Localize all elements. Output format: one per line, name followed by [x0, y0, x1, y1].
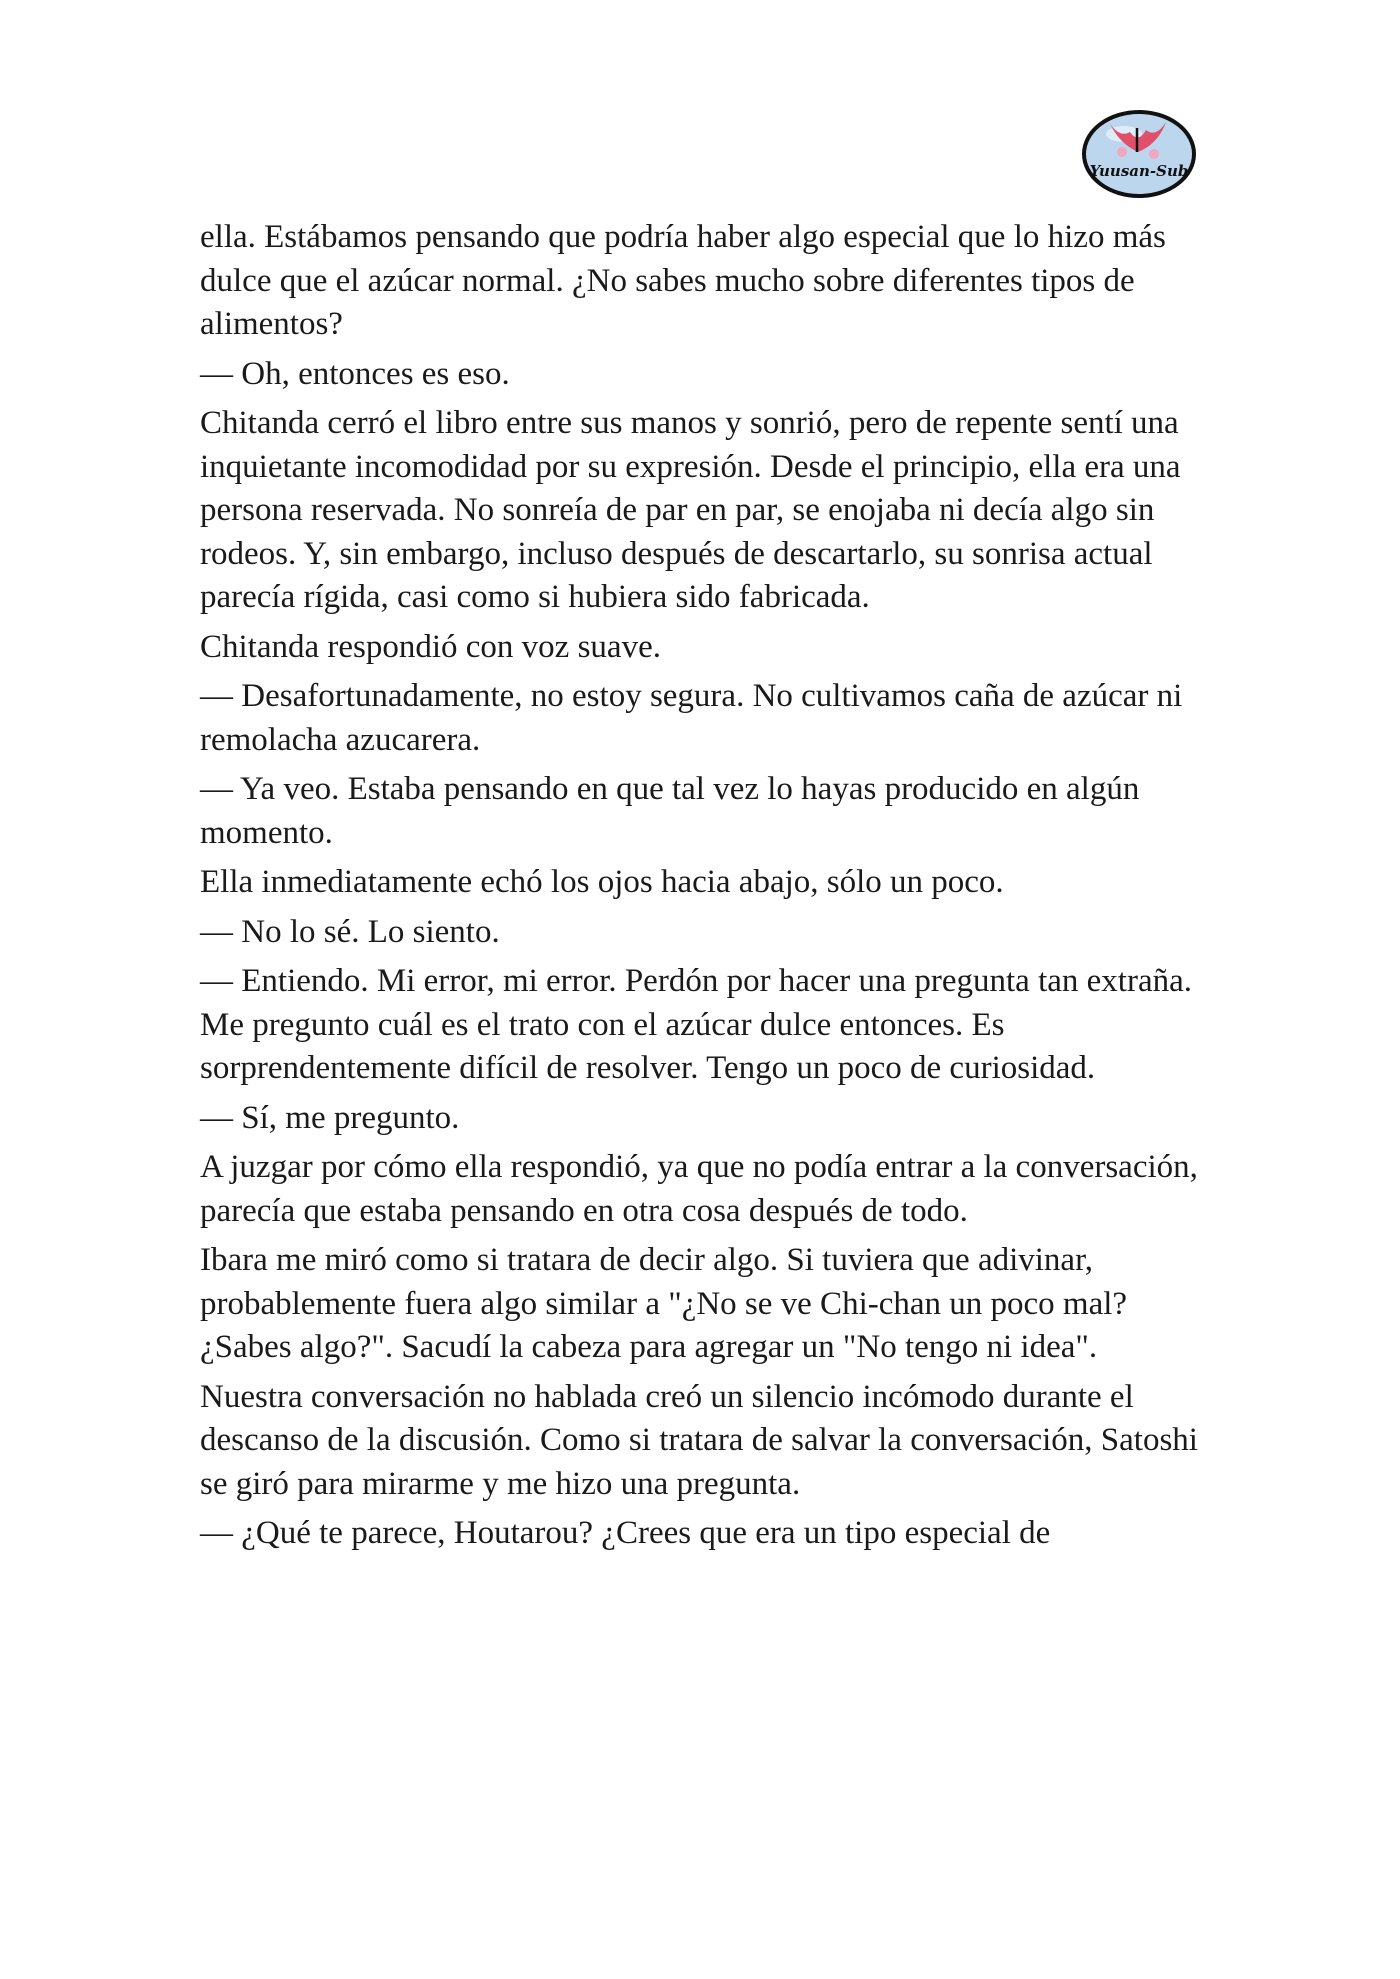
paragraph: — Sí, me pregunto. [200, 1099, 460, 1136]
paragraph: Nuestra conversación no hablada creó un silencio incómodo durante el descanso de la discusión. Como si tratara de salvar la conversación, Satoshi se giró para mirarme y me hizo una pregunta. [200, 1378, 1198, 1502]
bubble-logo-icon [1080, 104, 1198, 200]
paragraph: Chitanda cerró el libro entre sus manos y sonrió, pero de repente sentí una inquietante incomodidad por su expresión. Desde el principio, ella era una persona reservada. No sonreía de par en par, se enojaba ni decía algo sin rodeos. Y, sin embargo, incluso después de descartarlo, su sonrisa actual parecía rígida, casi como si hubiera sido fabricada. [200, 405, 1181, 615]
paragraph: — Ya veo. Estaba pensando en que tal vez lo hayas producido en algún momento. [200, 771, 1140, 851]
paragraph: ella. Estábamos pensando que podría haber algo especial que lo hizo más dulce que el azúcar normal. ¿No sabes mucho sobre diferentes tipos de alimentos? [200, 219, 1166, 342]
paragraph: — No lo sé. Lo siento. [200, 913, 500, 950]
paragraph: Ella inmediatamente echó los ojos hacia abajo, sólo un poco. [200, 864, 1004, 900]
body-text [200, 216, 1210, 1562]
yuusan-sub-logo [1080, 104, 1198, 200]
svg-text:Yuusan-Sub: Yuusan-Sub [1089, 162, 1189, 180]
paragraph: Ibara me miró como si tratara de decir algo. Si tuviera que adivinar, probablemente fuera algo similar a "¿No se ve Chi-chan un poco mal? ¿Sabes algo?". Sacudí la cabeza para agregar un "No tengo ni idea". [200, 1242, 1128, 1365]
paragraph: — Entiendo. Mi error, mi error. Perdón por hacer una pregunta tan extraña. Me pregunto cuál es el trato con el azúcar dulce entonces. Es sorprendentemente difícil de resolver. Tengo un poco de curiosidad. [200, 963, 1192, 1086]
paragraph: A juzgar por cómo ella respondió, ya que no podía entrar a la conversación, parecía que estaba pensando en otra cosa después de todo. [200, 1149, 1198, 1229]
paragraph: — Oh, entonces es eso. [200, 355, 510, 392]
paragraph: Chitanda respondió con voz suave. [200, 628, 661, 665]
paragraph: — ¿Qué te parece, Houtarou? ¿Crees que era un tipo especial de [200, 1515, 1051, 1551]
paragraph: — Desafortunadamente, no estoy segura. No cultivamos caña de azúcar ni remolacha azucarera. [200, 678, 1183, 758]
